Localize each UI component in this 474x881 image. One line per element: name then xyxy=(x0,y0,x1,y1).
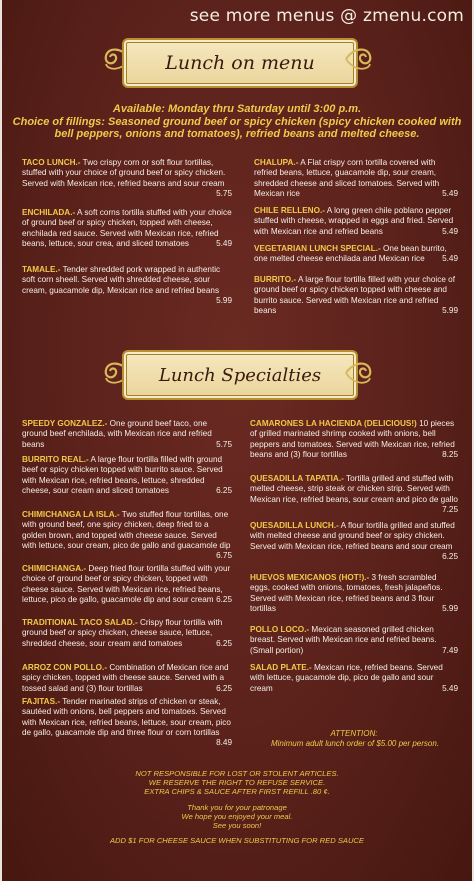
lunch-menu-title: Lunch on menu xyxy=(165,52,315,74)
menu-item: CAMARONES LA HACIENDA (DELICIOUS!) 10 pieces of grilled marinated shrimp cooked with onions, bell peppers and tomatoes. Served with Mexican rice, refried beans and (3) flour tortillas 8.25 xyxy=(250,419,458,459)
menu-item: ARROZ CON POLLO.- Combination of Mexican rice and spicy chicken, topped with cheese sauce. Served with a tossed salad and (3) flour tortillas 6.25 xyxy=(22,663,232,693)
price: 5.99 xyxy=(216,295,232,305)
menu-item: CHIMICHANGA.- Deep fried flour tortilla stuffed with your choice of ground beef or spicy chicken, topped with cheese sauce. Served with Mexican rice, refried beans, lettuce, pico de gallo, guacamole dip and sour cream 6.25 xyxy=(22,564,232,604)
price: 5.49 xyxy=(442,683,458,693)
menu-item: SPEEDY GONZALEZ.- One ground beef taco, one ground beef enchilada, with Mexican rice and refried beans 5.75 xyxy=(22,419,232,449)
fillings-note-2: bell peppers, onions and tomatoes), refried beans and melted cheese. xyxy=(54,128,420,140)
right-flourish-icon xyxy=(342,44,376,74)
cheese-sauce-note: ADD $1 FOR CHEESE SAUCE WHEN SUBSTITUTING FOR RED SAUCE xyxy=(109,836,364,845)
menu-item: CHILE RELLENO.- A long green chile poblano pepper stuffed with cheese, wrapped in eggs and fried. Served with Mexican rice and refried beans 5.49 xyxy=(254,206,458,236)
menu-item: BURRITO REAL.- A large flour tortilla filled with ground beef or spicy chicken topped with burrito sauce. Served with Mexican rice, refried beans, lettuce, shredded cheese, sour cream and sliced tomatoes 6.25 xyxy=(22,455,232,495)
price: 6.25 xyxy=(216,638,232,648)
price: 6.25 xyxy=(216,594,232,604)
price: 5.75 xyxy=(216,188,232,198)
footer-line: WE RESERVE THE RIGHT TO REFUSE SERVICE. xyxy=(148,778,326,787)
menu-item: SALAD PLATE.- Mexican rice, refried beans. Served with lettuce, guacamole dip, pico de gallo and sour cream 5.49 xyxy=(250,663,458,693)
menu-item: CHIMICHANGA LA ISLA.- Two stuffed flour tortillas, one with ground beef, one spicy chicken, deep fried to a golden brown, and topped with cheese sauce. Served with lettuce, sour cream, pico de gallo and guacamole dip 6.75 xyxy=(22,510,232,561)
price: 7.25 xyxy=(442,504,458,514)
price: 6.25 xyxy=(216,683,232,693)
thanks-line: Thank you for your patronage xyxy=(187,803,287,812)
menu-item: TAMALE.- Tender shredded pork wrapped in authentic soft corn sheell. Served with shredded cheese, sour cream, guacamole dip, Mexican rice and refried beans 5.99 xyxy=(22,265,232,305)
price: 6.25 xyxy=(442,551,458,561)
lunch-right-column xyxy=(254,158,458,313)
menu-item: QUESADILLA TAPATIA.- Tortilla grilled and stuffed with melted cheese, strip steak or chicken strip. Served with Mexican rice, refried beans, sour cream and pico de gallo 7.25 xyxy=(250,474,458,514)
lunch-left-column xyxy=(22,158,232,313)
footer-line: NOT RESPONSIBLE FOR LOST OR STOLENT ARTICLES. xyxy=(135,769,339,778)
menu-item: POLLO LOCO.- Mexican seasoned grilled chicken breast. Served with Mexican rice and refried beans. (Small portion) 7.49 xyxy=(250,625,458,655)
menu-item: BURRITO.- A large flour tortilla filled with your choice of ground beef or spicy chicken topped with cheese and burrito sauce. Served with Mexican rice and refried beans 5.99 xyxy=(254,275,458,315)
menu-item: QUESADILLA LUNCH.- A flour tortilla grilled and stuffed with melted cheese and ground beef or spicy chicken. Served with Mexican rice, refried beans and sour cream 6.25 xyxy=(250,521,458,561)
price: 5.49 xyxy=(442,254,458,264)
menu-item: TRADITIONAL TACO SALAD.- Crispy flour tortilla with ground beef or spicy chicken, cheese sauce, lettuce, shredded cheese, sour cream and tomatoes 6.25 xyxy=(22,618,232,648)
price: 8.25 xyxy=(442,449,458,459)
right-flourish-icon xyxy=(342,358,376,388)
price: 6.75 xyxy=(216,551,232,561)
footer-line: EXTRA CHIPS & SAUCE AFTER FIRST REFILL .80 ¢. xyxy=(144,787,330,796)
menu-item: VEGETARIAN LUNCH SPECIAL.- One bean burrito, one melted cheese enchilada and Mexican rice 5.49 xyxy=(254,244,458,264)
attention-text: Minimum adult lunch order of $5.00 per person. xyxy=(270,739,440,748)
price: 5.99 xyxy=(442,305,458,315)
price: 5.49 xyxy=(442,226,458,236)
menu-item: HUEVOS MEXICANOS (HOT!).- 3 fresh scrambled eggs, cooked with onions, tomatoes, fresh jalapeños. Served with Mexican rice, refried beans and 3 flour tortillas 5.99 xyxy=(250,573,458,613)
price: 7.49 xyxy=(442,645,458,655)
menu-item: TACO LUNCH.- Two crispy corn or soft flour tortillas, stuffed with your choice of ground beef or spicy chicken. Served with Mexican rice, refried beans and sour cream 5.75 xyxy=(22,158,232,198)
price: 5.99 xyxy=(442,603,458,613)
menu-item: CHALUPA.- A Flat crispy corn tortilla covered with refried beans, lettuce, guacamole dip, sour cream, shredded cheese and sliced tomatoes. Served with Mexican rice 5.49 xyxy=(254,158,458,198)
menu-item: ENCHILADA.- A soft corns tortilla stuffed with your choice of ground beef or spicy chicken, topped with cheese, enchilada red sauce. Served with Mexican rice, refried beans, lettuce, sour crea, and sliced tomatoes 5.49 xyxy=(22,208,232,248)
fillings-note: Choice of fillings: Seasoned ground beef or spicy chicken (spicy chicken cooked with xyxy=(12,116,462,128)
specialties-right-column xyxy=(250,419,458,694)
specialties-banner xyxy=(122,350,358,400)
price: 8.49 xyxy=(216,738,232,748)
price: 5.49 xyxy=(442,188,458,198)
price: 6.25 xyxy=(216,485,232,495)
thanks-line: See you soon! xyxy=(212,821,262,830)
specialties-left-column xyxy=(22,419,232,749)
specialties-title: Lunch Specialties xyxy=(158,364,322,386)
price: 5.49 xyxy=(216,238,232,248)
menu-page xyxy=(2,0,472,881)
watermark: see more menus @ zmenu.com xyxy=(189,6,464,26)
attention-title: ATTENTION: xyxy=(330,729,378,738)
availability-note: Available: Monday thru Saturday until 3:00 p.m. xyxy=(112,103,362,115)
thanks-line: We hope you enjoyed your meal. xyxy=(181,812,293,821)
price: 5.75 xyxy=(216,439,232,449)
lunch-menu-banner xyxy=(122,38,358,88)
menu-item: FAJITAS.- Tender marinated strips of chicken or steak, sautéed with onions, bell peppers and tomatoes. Served with Mexican rice, refried beans, lettuce, sour cream, pico de gallo, guacamole dip and three flour or corn tortillas 8.49 xyxy=(22,697,232,748)
